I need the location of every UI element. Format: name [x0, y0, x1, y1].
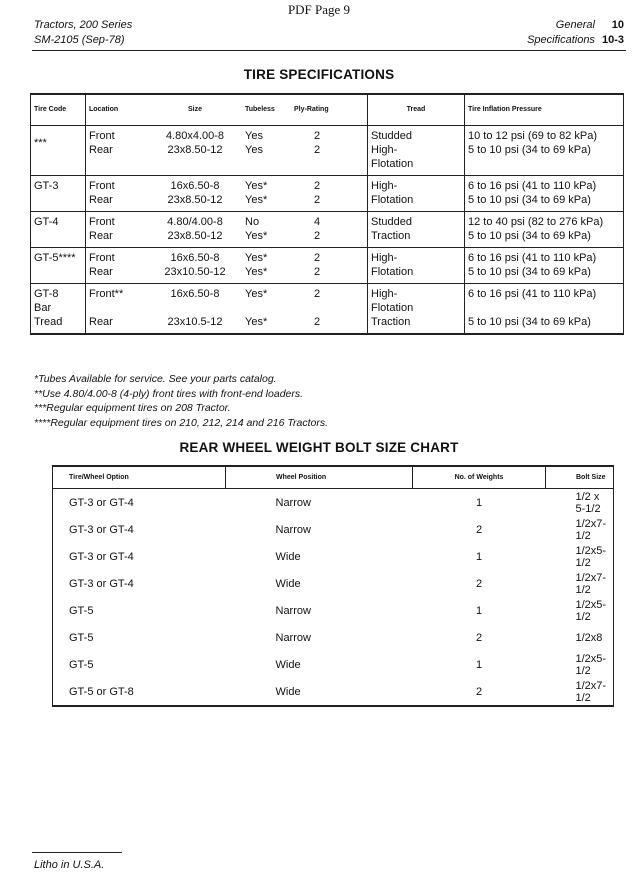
inflation-pressure-cell — [465, 176, 624, 212]
tire-wheel-option-cell: GT-3 or GT-4 — [69, 577, 134, 590]
tubeless-cell-line: Yes — [245, 144, 263, 156]
manual-header-left — [34, 18, 132, 48]
section-name: General — [555, 19, 595, 31]
inflation-pressure-cell-line: 5 to 10 psi (34 to 69 kPa) — [468, 194, 591, 206]
tubeless-cell — [242, 212, 292, 248]
bolt-table-row — [53, 516, 614, 543]
number-of-weights-cell: 1 — [475, 604, 483, 617]
tire-specs-table — [30, 93, 624, 335]
size-cell-line: 4.80x4.00-8 — [165, 130, 225, 142]
wheel-position-cell: Narrow — [275, 631, 311, 644]
tread-cell-line: Studded — [371, 216, 412, 228]
tubeless-cell-line — [245, 301, 289, 315]
tire-table-row — [31, 248, 624, 284]
ply-rating-cell — [292, 284, 368, 335]
ply-rating-cell-line: 2 — [314, 288, 321, 300]
header-divider — [32, 50, 626, 51]
col-header-tire-wheel-option: Tire/Wheel Option — [53, 466, 226, 489]
inflation-pressure-cell — [465, 284, 624, 335]
tire-code-cell — [31, 284, 86, 335]
footnote: ****Regular equipment tires on 210, 212, 214 and 216 Tractors. — [34, 416, 328, 429]
tread-cell-line: High- — [371, 144, 398, 156]
inflation-pressure-cell-line: 5 to 10 psi (34 to 69 kPa) — [468, 230, 591, 242]
bolt-table-row — [53, 489, 614, 517]
size-cell — [148, 248, 242, 284]
inflation-pressure-cell-line — [468, 301, 620, 315]
number-of-weights-cell: 2 — [475, 577, 483, 590]
tread-cell-line: High- — [371, 180, 398, 192]
col-header-size: Size — [148, 94, 242, 126]
wheel-position-cell: Narrow — [275, 496, 311, 509]
bolt-size-cell: 1/2x5-1/2 — [575, 652, 607, 677]
bolt-size-cell: 1/2x8 — [575, 631, 603, 644]
size-cell — [148, 176, 242, 212]
col-header-ply-rating: Ply-Rating — [292, 94, 368, 126]
ply-rating-cell-line: 2 — [314, 252, 321, 264]
bolt-table-header-row — [53, 466, 614, 489]
bolt-table-row — [53, 543, 614, 570]
tire-wheel-option-cell: GT-5 — [69, 658, 94, 671]
ply-rating-cell — [292, 248, 368, 284]
size-cell-line: 16x6.50-8 — [170, 180, 220, 192]
size-cell-line: 23x8.50-12 — [167, 194, 223, 206]
footnote: ***Regular equipment tires on 208 Tractor. — [34, 402, 231, 414]
wheel-position-cell: Wide — [275, 577, 301, 590]
tire-code-cell — [31, 212, 86, 248]
inflation-pressure-cell-line: 6 to 16 psi (41 to 110 kPa) — [468, 288, 597, 300]
tire-code-cell-line: Bar — [34, 302, 52, 314]
bolt-size-cell: 1/2x5-1/2 — [575, 598, 607, 623]
tire-code-cell — [31, 248, 86, 284]
number-of-weights-cell: 1 — [475, 496, 483, 509]
tire-table-header-row — [31, 94, 624, 126]
tubeless-cell-line: Yes* — [245, 316, 268, 328]
col-header-wheel-position: Wheel Position — [226, 466, 413, 489]
ply-rating-cell-line: 2 — [314, 180, 321, 192]
col-header-tread: Tread — [368, 94, 465, 126]
inflation-pressure-cell-line: 6 to 16 psi (41 to 110 kPa) — [468, 252, 597, 264]
footnotes — [34, 372, 328, 430]
tire-wheel-option-cell: GT-3 or GT-4 — [69, 550, 134, 563]
tread-cell-line: High- — [371, 252, 398, 264]
tire-code-cell-line: GT-4 — [34, 216, 59, 228]
location-cell-line: Front — [89, 252, 115, 264]
tire-table-row — [31, 212, 624, 248]
tire-wheel-option-cell: GT-3 or GT-4 — [69, 523, 134, 536]
inflation-pressure-cell — [465, 248, 624, 284]
tire-table-body — [31, 126, 624, 335]
footer-litho: Litho in U.S.A. — [34, 859, 105, 871]
tread-cell-line: Flotation — [371, 302, 414, 314]
location-cell-line: Rear — [89, 144, 113, 156]
inflation-pressure-cell-line: 5 to 10 psi (34 to 69 kPa) — [468, 266, 591, 278]
wheel-position-cell: Narrow — [275, 604, 311, 617]
tire-table-row — [31, 284, 624, 335]
size-cell — [148, 212, 242, 248]
tire-code-cell-line: *** — [34, 137, 47, 149]
ply-rating-cell — [292, 212, 368, 248]
inflation-pressure-cell — [465, 126, 624, 176]
location-cell — [86, 126, 149, 176]
tire-wheel-option-cell: GT-5 — [69, 631, 94, 644]
location-cell-line — [89, 301, 145, 315]
size-cell-line: 23x8.50-12 — [167, 144, 223, 156]
ply-rating-cell-line: 2 — [314, 194, 321, 206]
tread-cell — [368, 126, 465, 176]
tread-cell — [368, 248, 465, 284]
tubeless-cell — [242, 284, 292, 335]
inflation-pressure-cell-line: 6 to 16 psi (41 to 110 kPa) — [468, 180, 597, 192]
bolt-size-cell: 1/2x7-1/2 — [575, 571, 607, 596]
col-header-number-of-weights: No. of Weights — [413, 466, 546, 489]
manual-series-title: Tractors, 200 Series — [34, 19, 133, 31]
col-header-tubeless: Tubeless — [242, 94, 292, 126]
tubeless-cell-line: Yes* — [245, 230, 268, 242]
tire-code-cell-line: GT-5**** — [34, 252, 76, 264]
bolt-table-row — [53, 570, 614, 597]
section-number: 10 — [611, 19, 624, 31]
bolt-size-cell: 1/2x7-1/2 — [575, 679, 607, 704]
col-header-bolt-size: Bolt Size — [546, 466, 614, 489]
location-cell — [86, 248, 149, 284]
tread-cell-line: Traction — [371, 230, 411, 242]
ply-rating-cell-line: 2 — [314, 144, 321, 156]
location-cell-line: Front — [89, 130, 115, 142]
size-cell-line: 23x8.50-12 — [167, 230, 223, 242]
section-title-line — [527, 18, 624, 33]
location-cell-line: Front — [89, 216, 115, 228]
inflation-pressure-cell-line: 10 to 12 psi (69 to 82 kPa) — [468, 130, 598, 142]
number-of-weights-cell: 2 — [475, 523, 483, 536]
footer-divider — [32, 852, 122, 853]
number-of-weights-cell: 1 — [475, 658, 483, 671]
location-cell-line: Rear — [89, 266, 113, 278]
manual-number-date: SM-2105 (Sep-78) — [34, 34, 125, 46]
tire-table-row — [31, 126, 624, 176]
size-cell-line: 16x6.50-8 — [170, 288, 220, 300]
tire-wheel-option-cell: GT-5 or GT-8 — [69, 685, 134, 698]
inflation-pressure-cell-line: 5 to 10 psi (34 to 69 kPa) — [468, 316, 591, 328]
location-cell — [86, 176, 149, 212]
wheel-position-cell: Narrow — [275, 523, 311, 536]
wheel-position-cell: Wide — [275, 550, 301, 563]
location-cell-line: Rear — [89, 194, 113, 206]
tubeless-cell-line: Yes* — [245, 288, 268, 300]
tire-wheel-option-cell: GT-3 or GT-4 — [69, 496, 134, 509]
ply-rating-cell — [292, 176, 368, 212]
tread-cell-line: Traction — [371, 316, 411, 328]
tread-cell — [368, 212, 465, 248]
pdf-page-label: PDF Page 9 — [287, 2, 351, 17]
page-number: 10-3 — [601, 34, 624, 46]
tubeless-cell-line: Yes* — [245, 252, 268, 264]
footnote: *Tubes Available for service. See your parts catalog. — [34, 373, 277, 385]
tubeless-cell — [242, 126, 292, 176]
size-cell-line — [151, 301, 239, 315]
ply-rating-cell-line: 2 — [314, 316, 321, 328]
tubeless-cell-line: Yes* — [245, 266, 268, 278]
tire-code-cell — [31, 176, 86, 212]
size-cell-line: 23x10.50-12 — [164, 266, 226, 278]
location-cell-line: Rear — [89, 316, 113, 328]
tire-code-cell-line: GT-8 — [34, 288, 59, 300]
location-cell — [86, 212, 149, 248]
tread-cell — [368, 284, 465, 335]
tire-table-row — [31, 176, 624, 212]
ply-rating-cell-line: 2 — [314, 230, 321, 242]
wheel-position-cell: Wide — [275, 658, 301, 671]
tubeless-cell-line: Yes* — [245, 180, 268, 192]
tread-cell-line: High- — [371, 288, 398, 300]
bolt-size-cell: 1/2x5-1/2 — [575, 544, 607, 569]
tubeless-cell — [242, 176, 292, 212]
number-of-weights-cell: 2 — [475, 685, 483, 698]
bolt-size-table — [52, 465, 614, 707]
location-cell-line: Front** — [89, 288, 124, 300]
tire-code-cell-line: Tread — [34, 316, 63, 328]
inflation-pressure-cell — [465, 212, 624, 248]
location-cell-line: Rear — [89, 230, 113, 242]
tire-specs-title: TIRE SPECIFICATIONS — [243, 67, 395, 82]
size-cell-line: 16x6.50-8 — [170, 252, 220, 264]
location-cell — [86, 284, 149, 335]
col-header-inflation-pressure: Tire Inflation Pressure — [465, 94, 624, 126]
size-cell — [148, 126, 242, 176]
tread-cell-line: Flotation — [371, 266, 414, 278]
wheel-position-cell: Wide — [275, 685, 301, 698]
location-cell-line: Front — [89, 180, 115, 192]
bolt-table-row — [53, 597, 614, 624]
tubeless-cell-line: Yes — [245, 130, 263, 142]
ply-rating-cell-line: 4 — [314, 216, 321, 228]
ply-rating-cell-line: 2 — [314, 130, 321, 142]
tread-cell-line: Studded — [371, 130, 412, 142]
tread-cell-line: Flotation — [371, 194, 414, 206]
bolt-table-row — [53, 624, 614, 651]
size-cell-line: 4.80/4.00-8 — [167, 216, 223, 228]
tread-cell — [368, 176, 465, 212]
bolt-size-cell: 1/2x7-1/2 — [575, 517, 607, 542]
subsection-title-line — [527, 33, 624, 48]
bolt-table-row — [53, 678, 614, 706]
col-header-location: Location — [86, 94, 149, 126]
manual-header-right — [527, 18, 624, 48]
tire-code-cell-line: GT-3 — [34, 180, 59, 192]
tubeless-cell — [242, 248, 292, 284]
size-cell-line: 23x10.5-12 — [167, 316, 223, 328]
subsection-name: Specifications — [527, 34, 595, 46]
tread-cell-line: Flotation — [371, 158, 414, 170]
bolt-table-row — [53, 651, 614, 678]
ply-rating-cell-line — [314, 301, 364, 315]
number-of-weights-cell: 1 — [475, 550, 483, 563]
tire-wheel-option-cell: GT-5 — [69, 604, 94, 617]
bolt-size-cell: 1/2 x 5-1/2 — [575, 490, 601, 515]
number-of-weights-cell: 2 — [475, 631, 483, 644]
tubeless-cell-line: Yes* — [245, 194, 268, 206]
tubeless-cell-line: No — [245, 216, 260, 228]
bolt-table-body — [53, 489, 614, 707]
col-header-tire-code: Tire Code — [31, 94, 86, 126]
size-cell — [148, 284, 242, 335]
footnote: **Use 4.80/4.00-8 (4-ply) front tires with front-end loaders. — [34, 387, 304, 400]
ply-rating-cell — [292, 126, 368, 176]
tire-code-cell — [31, 126, 86, 176]
inflation-pressure-cell-line: 5 to 10 psi (34 to 69 kPa) — [468, 144, 591, 156]
inflation-pressure-cell-line: 12 to 40 psi (82 to 276 kPa) — [468, 216, 604, 228]
bolt-chart-title: REAR WHEEL WEIGHT BOLT SIZE CHART — [179, 440, 459, 455]
ply-rating-cell-line: 2 — [314, 266, 321, 278]
